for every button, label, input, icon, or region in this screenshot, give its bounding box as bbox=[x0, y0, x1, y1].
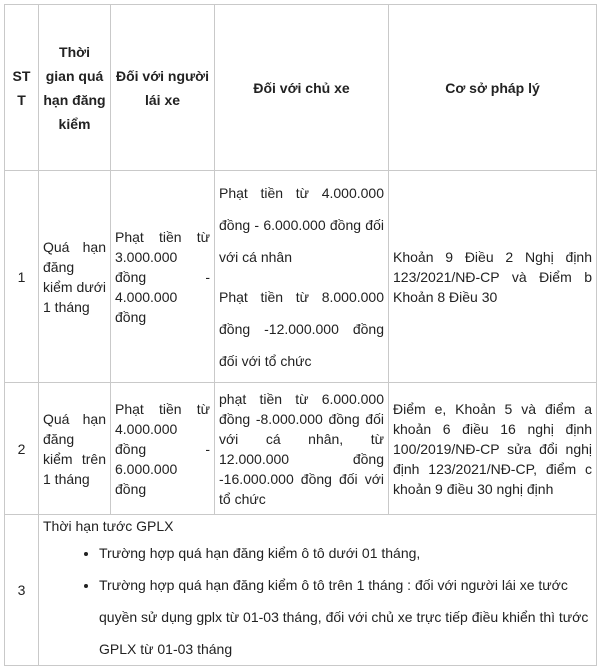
license-suspension-cell bbox=[39, 515, 597, 666]
row-time: Quá hạn đăng kiểm trên 1 tháng bbox=[39, 383, 111, 515]
table-row bbox=[5, 171, 597, 383]
header-time: Thời gian quá hạn đăng kiểm bbox=[39, 5, 111, 171]
license-suspension-list bbox=[43, 537, 592, 665]
row-stt: 1 bbox=[5, 171, 39, 383]
row-legal-basis: Điểm e, Khoản 5 và điểm a khoản 6 điều 16 nghị định 100/2019/NĐ-CP sửa đổi nghị định 123/2021/NĐ-CP, điểm c khoản 9 điều 30 nghị định bbox=[389, 383, 597, 515]
list-item: • Trường hợp quá hạn đăng kiểm ô tô dưới 01 tháng, bbox=[99, 537, 592, 569]
header-driver: Đối với người lái xe bbox=[111, 5, 215, 171]
row-time: Quá hạn đăng kiểm dưới 1 tháng bbox=[39, 171, 111, 383]
penalty-table bbox=[4, 4, 597, 666]
header-legal: Cơ sở pháp lý bbox=[389, 5, 597, 171]
row-legal-basis: Khoản 9 Điều 2 Nghị định 123/2021/NĐ-CP và Điểm b Khoản 8 Điều 30 bbox=[389, 171, 597, 383]
row-stt: 2 bbox=[5, 383, 39, 515]
table-row bbox=[5, 383, 597, 515]
license-suspension-intro: Thời hạn tước GPLX bbox=[43, 518, 174, 534]
header-owner: Đối với chủ xe bbox=[215, 5, 389, 171]
row-driver-penalty: Phạt tiền từ 4.000.000 đồng - 6.000.000 đồng bbox=[111, 383, 215, 515]
owner-individual-penalty: Phạt tiền từ 4.000.000 đồng - 6.000.000 đồng đối với cá nhân bbox=[219, 184, 384, 265]
header-stt: ST T bbox=[5, 5, 39, 171]
table-row bbox=[5, 515, 597, 666]
row-owner-penalty: phạt tiền từ 6.000.000 đồng -8.000.000 đồng đối với cá nhân, từ 12.000.000 đồng -16.000.000 đồng đối với tổ chức bbox=[215, 383, 389, 515]
row-owner-penalty bbox=[215, 171, 389, 383]
header-row bbox=[5, 5, 597, 171]
row-stt: 3 bbox=[5, 515, 39, 666]
list-item: • Trường hợp quá hạn đăng kiểm ô tô trên 1 tháng : đối với người lái xe tước quyền sử dụng gplx từ 01-03 tháng, đối với chủ xe trực tiếp điều khiển thì tước GPLX từ 01-03 tháng bbox=[99, 569, 592, 665]
row-driver-penalty: Phạt tiền từ 3.000.000 đồng - 4.000.000 đồng bbox=[111, 171, 215, 383]
owner-organization-penalty: Phạt tiền từ 8.000.000 đồng -12.000.000 đồng đối với tổ chức bbox=[219, 288, 384, 369]
